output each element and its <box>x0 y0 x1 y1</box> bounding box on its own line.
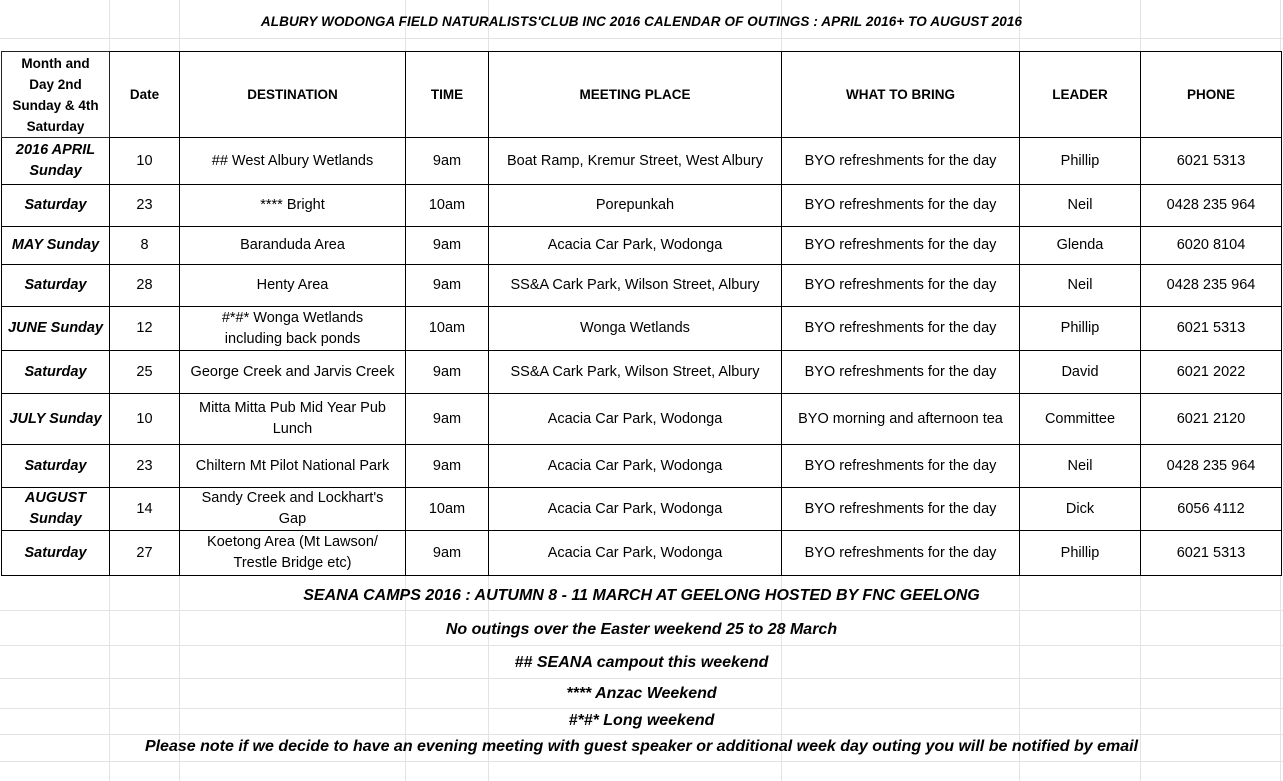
day-cell[interactable] <box>2 138 110 185</box>
header-row <box>2 52 1282 138</box>
table-row <box>2 265 1282 307</box>
destination-line: Gap <box>278 511 307 527</box>
phone-cell[interactable]: 6021 5313 <box>1141 307 1282 351</box>
meeting-place-cell[interactable]: Boat Ramp, Kremur Street, West Albury <box>489 138 782 185</box>
note-easter: No outings over the Easter weekend 25 to 28 March <box>445 621 838 638</box>
destination-cell[interactable] <box>180 351 406 394</box>
destination-cell[interactable] <box>180 445 406 488</box>
date-cell[interactable]: 10 <box>110 394 180 445</box>
leader-cell[interactable]: Neil <box>1020 265 1141 307</box>
day-line: JULY Sunday <box>9 410 102 427</box>
leader-cell[interactable]: Neil <box>1020 445 1141 488</box>
destination-cell[interactable] <box>180 488 406 531</box>
day-line: Saturday <box>24 363 87 380</box>
header-day[interactable] <box>2 52 110 138</box>
destination-line: Koetong Area (Mt Lawson/ <box>207 534 378 550</box>
day-line: Saturday <box>24 457 87 474</box>
gridline <box>0 645 1283 646</box>
meeting-place-cell[interactable]: Acacia Car Park, Wodonga <box>489 445 782 488</box>
meeting-place-cell[interactable]: Acacia Car Park, Wodonga <box>489 488 782 531</box>
header-day-line: Sunday & 4th <box>12 97 99 113</box>
destination-line: **** Bright <box>260 197 325 213</box>
destination-line: Henty Area <box>256 277 329 293</box>
time-cell[interactable]: 9am <box>406 351 489 394</box>
meeting-place-cell[interactable]: Acacia Car Park, Wodonga <box>489 227 782 265</box>
leader-cell[interactable]: Neil <box>1020 185 1141 227</box>
phone-cell[interactable]: 0428 235 964 <box>1141 185 1282 227</box>
gridline <box>0 708 1283 709</box>
table-row <box>2 445 1282 488</box>
leader-cell[interactable]: David <box>1020 351 1141 394</box>
table-row <box>2 488 1282 531</box>
day-cell[interactable] <box>2 185 110 227</box>
day-line: AUGUST <box>24 490 87 506</box>
time-cell[interactable]: 9am <box>406 227 489 265</box>
time-cell[interactable]: 9am <box>406 445 489 488</box>
date-cell[interactable]: 23 <box>110 445 180 488</box>
table-row <box>2 351 1282 394</box>
date-cell[interactable]: 28 <box>110 265 180 307</box>
day-line: JUNE Sunday <box>7 320 104 336</box>
destination-cell[interactable] <box>180 265 406 307</box>
what-to-bring-cell[interactable]: BYO refreshments for the day <box>782 531 1020 576</box>
phone-cell[interactable]: 6020 8104 <box>1141 227 1282 265</box>
note-anzac: **** Anzac Weekend <box>566 685 717 702</box>
leader-cell[interactable]: Committee <box>1020 394 1141 445</box>
note-evening-meeting: Please note if we decide to have an evening meeting with guest speaker or additional week day outing you will be notified by email <box>144 738 1139 755</box>
gridline <box>0 761 1283 762</box>
gridline <box>0 734 1283 735</box>
phone-cell[interactable]: 6056 4112 <box>1141 488 1282 531</box>
destination-line: Chiltern Mt Pilot National Park <box>195 457 390 474</box>
leader-cell[interactable]: Glenda <box>1020 227 1141 265</box>
meeting-place-cell[interactable]: Porepunkah <box>489 185 782 227</box>
header-date[interactable]: Date <box>110 52 180 138</box>
what-to-bring-cell[interactable]: BYO refreshments for the day <box>782 185 1020 227</box>
header-time[interactable]: TIME <box>406 52 489 138</box>
day-cell[interactable] <box>2 265 110 307</box>
destination-line: ## West Albury Wetlands <box>211 152 374 169</box>
table-row <box>2 227 1282 265</box>
table-row <box>2 531 1282 576</box>
time-cell[interactable]: 10am <box>406 307 489 351</box>
date-cell[interactable]: 10 <box>110 138 180 185</box>
day-line: 2016 APRIL <box>15 142 96 158</box>
day-line: Saturday <box>24 544 87 561</box>
what-to-bring-cell[interactable]: BYO refreshments for the day <box>782 351 1020 394</box>
day-cell[interactable] <box>2 445 110 488</box>
note-seana-campout: ## SEANA campout this weekend <box>514 654 769 671</box>
meeting-place-cell[interactable]: SS&A Cark Park, Wilson Street, Albury <box>489 265 782 307</box>
date-cell[interactable]: 27 <box>110 531 180 576</box>
destination-cell[interactable] <box>180 394 406 445</box>
header-destination[interactable]: DESTINATION <box>180 52 406 138</box>
what-to-bring-cell[interactable]: BYO morning and afternoon tea <box>782 394 1020 445</box>
destination-line: Trestle Bridge etc) <box>233 555 352 571</box>
meeting-place-cell[interactable]: Wonga Wetlands <box>489 307 782 351</box>
phone-cell[interactable]: 6021 5313 <box>1141 138 1282 185</box>
header-what-to-bring[interactable]: WHAT TO BRING <box>782 52 1020 138</box>
table-row <box>2 394 1282 445</box>
meeting-place-cell[interactable]: SS&A Cark Park, Wilson Street, Albury <box>489 351 782 394</box>
time-cell[interactable]: 9am <box>406 138 489 185</box>
day-line: MAY Sunday <box>11 237 100 253</box>
phone-cell[interactable]: 0428 235 964 <box>1141 445 1282 488</box>
day-cell[interactable] <box>2 307 110 351</box>
leader-cell[interactable]: Phillip <box>1020 307 1141 351</box>
meeting-place-cell[interactable]: Acacia Car Park, Wodonga <box>489 531 782 576</box>
day-line: Saturday <box>24 197 87 213</box>
time-cell[interactable]: 9am <box>406 394 489 445</box>
day-cell[interactable] <box>2 531 110 576</box>
gridline <box>0 610 1283 611</box>
page-title: ALBURY WODONGA FIELD NATURALISTS'CLUB INC 2016 CALENDAR OF OUTINGS : APRIL 2016+ TO AUGUST 2016 <box>260 14 1023 29</box>
header-phone[interactable]: PHONE <box>1141 52 1282 138</box>
destination-line: Lunch <box>272 421 313 437</box>
day-cell[interactable] <box>2 227 110 265</box>
destination-line: #*#* Wonga Wetlands <box>221 309 364 326</box>
what-to-bring-cell[interactable]: BYO refreshments for the day <box>782 138 1020 185</box>
date-cell[interactable]: 14 <box>110 488 180 531</box>
date-cell[interactable]: 25 <box>110 351 180 394</box>
phone-cell[interactable]: 0428 235 964 <box>1141 265 1282 307</box>
what-to-bring-cell[interactable]: BYO refreshments for the day <box>782 488 1020 531</box>
meeting-place-cell[interactable]: Acacia Car Park, Wodonga <box>489 394 782 445</box>
phone-cell[interactable]: 6021 2022 <box>1141 351 1282 394</box>
time-cell[interactable]: 10am <box>406 185 489 227</box>
time-cell[interactable]: 9am <box>406 531 489 576</box>
destination-cell[interactable] <box>180 307 406 351</box>
day-cell[interactable] <box>2 351 110 394</box>
leader-cell[interactable]: Phillip <box>1020 138 1141 185</box>
outings-table <box>1 51 1282 576</box>
destination-line: Baranduda Area <box>240 237 345 253</box>
phone-cell[interactable]: 6021 2120 <box>1141 394 1282 445</box>
what-to-bring-cell[interactable]: BYO refreshments for the day <box>782 307 1020 351</box>
day-line: Saturday <box>24 277 87 293</box>
destination-line: George Creek and Jarvis Creek <box>190 363 395 380</box>
destination-line: Mitta Mitta Pub Mid Year Pub <box>199 400 386 416</box>
table-row <box>2 307 1282 351</box>
what-to-bring-cell[interactable]: BYO refreshments for the day <box>782 227 1020 265</box>
date-cell[interactable]: 23 <box>110 185 180 227</box>
date-cell[interactable]: 8 <box>110 227 180 265</box>
day-line: Sunday <box>29 163 82 179</box>
destination-cell[interactable] <box>180 531 406 576</box>
time-cell[interactable]: 10am <box>406 488 489 531</box>
destination-line: including back ponds <box>224 330 361 347</box>
what-to-bring-cell[interactable]: BYO refreshments for the day <box>782 445 1020 488</box>
leader-cell[interactable]: Dick <box>1020 488 1141 531</box>
destination-cell[interactable] <box>180 227 406 265</box>
note-long-weekend: #*#* Long weekend <box>568 712 715 729</box>
gridline <box>0 678 1283 679</box>
date-cell[interactable]: 12 <box>110 307 180 351</box>
table-row <box>2 185 1282 227</box>
header-day-line: Saturday <box>26 118 85 134</box>
destination-cell[interactable] <box>180 138 406 185</box>
destination-cell[interactable] <box>180 185 406 227</box>
header-day-line: Day 2nd <box>29 76 82 92</box>
day-cell[interactable] <box>2 394 110 445</box>
time-cell[interactable]: 9am <box>406 265 489 307</box>
table-row <box>2 138 1282 185</box>
header-day-line: Month and <box>21 55 90 71</box>
header-meeting-place[interactable]: MEETING PLACE <box>489 52 782 138</box>
destination-line: Sandy Creek and Lockhart's <box>201 490 384 506</box>
header-leader[interactable]: LEADER <box>1020 52 1141 138</box>
gridline <box>0 38 1283 39</box>
note-seana-camps: SEANA CAMPS 2016 : AUTUMN 8 - 11 MARCH AT GEELONG HOSTED BY FNC GEELONG <box>303 587 980 604</box>
day-cell[interactable] <box>2 488 110 531</box>
day-line: Sunday <box>29 511 82 527</box>
what-to-bring-cell[interactable]: BYO refreshments for the day <box>782 265 1020 307</box>
leader-cell[interactable]: Phillip <box>1020 531 1141 576</box>
phone-cell[interactable]: 6021 5313 <box>1141 531 1282 576</box>
